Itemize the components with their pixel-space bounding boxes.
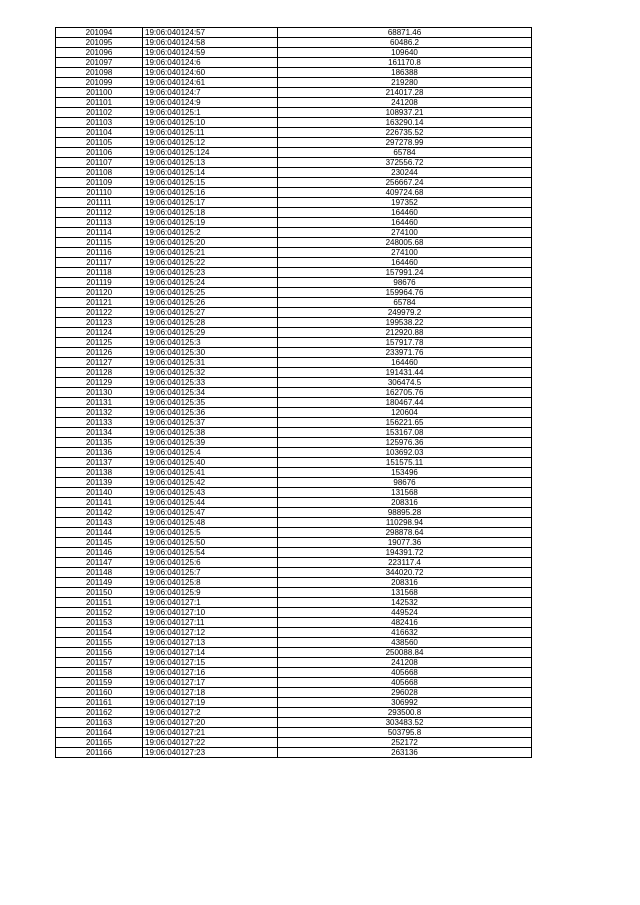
table-row: [56, 258, 532, 268]
row-id-cell: 201133: [56, 418, 143, 428]
row-id-cell: 201163: [56, 718, 143, 728]
row-id-cell: 201141: [56, 498, 143, 508]
row-id-cell: 201137: [56, 458, 143, 468]
table-row: [56, 178, 532, 188]
cadastral-number-cell: 19:06:040127:18: [143, 688, 278, 698]
table-row: [56, 648, 532, 658]
row-id-cell: 201154: [56, 628, 143, 638]
cadastral-number-cell: 19:06:040125:44: [143, 498, 278, 508]
value-cell: 274100: [278, 228, 532, 238]
cadastral-number-cell: 19:06:040125:22: [143, 258, 278, 268]
value-cell: 482416: [278, 618, 532, 628]
value-cell: 223117.4: [278, 558, 532, 568]
value-cell: 19077.36: [278, 538, 532, 548]
table-row: [56, 308, 532, 318]
value-cell: 157991.24: [278, 268, 532, 278]
cadastral-number-cell: 19:06:040125:21: [143, 248, 278, 258]
row-id-cell: 201102: [56, 108, 143, 118]
row-id-cell: 201112: [56, 208, 143, 218]
row-id-cell: 201162: [56, 708, 143, 718]
table-row: [56, 68, 532, 78]
row-id-cell: 201122: [56, 308, 143, 318]
cadastral-number-cell: 19:06:040127:10: [143, 608, 278, 618]
row-id-cell: 201148: [56, 568, 143, 578]
value-cell: 230244: [278, 168, 532, 178]
value-cell: 405668: [278, 678, 532, 688]
value-cell: 252172: [278, 738, 532, 748]
cadastral-number-cell: 19:06:040125:34: [143, 388, 278, 398]
row-id-cell: 201166: [56, 748, 143, 758]
cadastral-number-cell: 19:06:040125:24: [143, 278, 278, 288]
cadastral-number-cell: 19:06:040127:16: [143, 668, 278, 678]
value-cell: 65784: [278, 148, 532, 158]
table-row: [56, 748, 532, 758]
value-cell: 103692.03: [278, 448, 532, 458]
row-id-cell: 201155: [56, 638, 143, 648]
value-cell: 226735.52: [278, 128, 532, 138]
row-id-cell: 201153: [56, 618, 143, 628]
value-cell: 180467.44: [278, 398, 532, 408]
value-cell: 164460: [278, 218, 532, 228]
row-id-cell: 201129: [56, 378, 143, 388]
value-cell: 306992: [278, 698, 532, 708]
cadastral-number-cell: 19:06:040124:61: [143, 78, 278, 88]
table-row: [56, 568, 532, 578]
row-id-cell: 201103: [56, 118, 143, 128]
cadastral-number-cell: 19:06:040125:1: [143, 108, 278, 118]
table-row: [56, 118, 532, 128]
cadastral-number-cell: 19:06:040125:18: [143, 208, 278, 218]
value-cell: 208316: [278, 498, 532, 508]
row-id-cell: 201117: [56, 258, 143, 268]
row-id-cell: 201165: [56, 738, 143, 748]
table-row: [56, 298, 532, 308]
cadastral-number-cell: 19:06:040125:26: [143, 298, 278, 308]
cadastral-number-cell: 19:06:040125:10: [143, 118, 278, 128]
value-cell: 153167.08: [278, 428, 532, 438]
row-id-cell: 201123: [56, 318, 143, 328]
cadastral-number-cell: 19:06:040125:2: [143, 228, 278, 238]
table-row: [56, 578, 532, 588]
cadastral-number-cell: 19:06:040124:60: [143, 68, 278, 78]
value-cell: 161170.8: [278, 58, 532, 68]
value-cell: 164460: [278, 258, 532, 268]
cadastral-number-cell: 19:06:040127:17: [143, 678, 278, 688]
table-row: [56, 378, 532, 388]
value-cell: 372556.72: [278, 158, 532, 168]
row-id-cell: 201120: [56, 288, 143, 298]
value-cell: 159964.76: [278, 288, 532, 298]
row-id-cell: 201105: [56, 138, 143, 148]
value-cell: 151575.11: [278, 458, 532, 468]
table-row: [56, 598, 532, 608]
value-cell: 108937.21: [278, 108, 532, 118]
row-id-cell: 201118: [56, 268, 143, 278]
table-row: [56, 428, 532, 438]
table-row: [56, 28, 532, 38]
row-id-cell: 201134: [56, 428, 143, 438]
table-row: [56, 188, 532, 198]
value-cell: 296028: [278, 688, 532, 698]
table-row: [56, 718, 532, 728]
cadastral-number-cell: 19:06:040125:41: [143, 468, 278, 478]
row-id-cell: 201113: [56, 218, 143, 228]
table-row: [56, 228, 532, 238]
cadastral-number-cell: 19:06:040125:54: [143, 548, 278, 558]
cadastral-number-cell: 19:06:040125:5: [143, 528, 278, 538]
cadastral-number-cell: 19:06:040125:35: [143, 398, 278, 408]
value-cell: 297278.99: [278, 138, 532, 148]
row-id-cell: 201127: [56, 358, 143, 368]
value-cell: 409724.68: [278, 188, 532, 198]
value-cell: 214017.28: [278, 88, 532, 98]
table-row: [56, 48, 532, 58]
row-id-cell: 201115: [56, 238, 143, 248]
cadastral-number-cell: 19:06:040125:31: [143, 358, 278, 368]
cadastral-number-cell: 19:06:040125:33: [143, 378, 278, 388]
row-id-cell: 201146: [56, 548, 143, 558]
row-id-cell: 201099: [56, 78, 143, 88]
row-id-cell: 201098: [56, 68, 143, 78]
table-row: [56, 658, 532, 668]
cadastral-number-cell: 19:06:040127:13: [143, 638, 278, 648]
value-cell: 191431.44: [278, 368, 532, 378]
value-cell: 241208: [278, 98, 532, 108]
table-row: [56, 518, 532, 528]
table-row: [56, 128, 532, 138]
table-row: [56, 348, 532, 358]
value-cell: 274100: [278, 248, 532, 258]
row-id-cell: 201100: [56, 88, 143, 98]
cadastral-number-cell: 19:06:040125:40: [143, 458, 278, 468]
table-row: [56, 708, 532, 718]
table-row: [56, 318, 532, 328]
table-row: [56, 558, 532, 568]
table-row: [56, 478, 532, 488]
row-id-cell: 201149: [56, 578, 143, 588]
value-cell: 194391.72: [278, 548, 532, 558]
row-id-cell: 201125: [56, 338, 143, 348]
value-cell: 131568: [278, 488, 532, 498]
row-id-cell: 201138: [56, 468, 143, 478]
cadastral-number-cell: 19:06:040125:11: [143, 128, 278, 138]
value-cell: 197352: [278, 198, 532, 208]
row-id-cell: 201095: [56, 38, 143, 48]
table-row: [56, 388, 532, 398]
row-id-cell: 201158: [56, 668, 143, 678]
table-row: [56, 628, 532, 638]
value-cell: 110298.94: [278, 518, 532, 528]
table-row: [56, 398, 532, 408]
value-cell: 199538.22: [278, 318, 532, 328]
table-row: [56, 418, 532, 428]
row-id-cell: 201126: [56, 348, 143, 358]
row-id-cell: 201128: [56, 368, 143, 378]
table-row: [56, 208, 532, 218]
value-cell: 68871.46: [278, 28, 532, 38]
table-row: [56, 528, 532, 538]
row-id-cell: 201114: [56, 228, 143, 238]
cadastral-number-cell: 19:06:040125:6: [143, 558, 278, 568]
row-id-cell: 201160: [56, 688, 143, 698]
cadastral-number-cell: 19:06:040127:23: [143, 748, 278, 758]
cadastral-number-cell: 19:06:040124:57: [143, 28, 278, 38]
table-row: [56, 368, 532, 378]
cadastral-number-cell: 19:06:040127:11: [143, 618, 278, 628]
row-id-cell: 201096: [56, 48, 143, 58]
cadastral-number-cell: 19:06:040127:14: [143, 648, 278, 658]
cadastral-number-cell: 19:06:040125:20: [143, 238, 278, 248]
value-cell: 293500.8: [278, 708, 532, 718]
value-cell: 256667.24: [278, 178, 532, 188]
value-cell: 212920.88: [278, 328, 532, 338]
cadastral-number-cell: 19:06:040125:37: [143, 418, 278, 428]
value-cell: 438560: [278, 638, 532, 648]
cadastral-number-cell: 19:06:040124:58: [143, 38, 278, 48]
table-row: [56, 158, 532, 168]
value-cell: 60486.2: [278, 38, 532, 48]
value-cell: 109640: [278, 48, 532, 58]
table-row: [56, 98, 532, 108]
row-id-cell: 201145: [56, 538, 143, 548]
cadastral-number-cell: 19:06:040127:22: [143, 738, 278, 748]
cadastral-number-cell: 19:06:040125:4: [143, 448, 278, 458]
table-row: [56, 668, 532, 678]
value-cell: 248005.68: [278, 238, 532, 248]
row-id-cell: 201144: [56, 528, 143, 538]
row-id-cell: 201097: [56, 58, 143, 68]
table-row: [56, 148, 532, 158]
table-row: [56, 548, 532, 558]
value-cell: 164460: [278, 358, 532, 368]
value-cell: 263136: [278, 748, 532, 758]
table-row: [56, 588, 532, 598]
row-id-cell: 201132: [56, 408, 143, 418]
row-id-cell: 201108: [56, 168, 143, 178]
cadastral-number-cell: 19:06:040124:7: [143, 88, 278, 98]
cadastral-number-cell: 19:06:040127:21: [143, 728, 278, 738]
row-id-cell: 201139: [56, 478, 143, 488]
table-row: [56, 438, 532, 448]
value-cell: 208316: [278, 578, 532, 588]
table-row: [56, 538, 532, 548]
cadastral-number-cell: 19:06:040125:43: [143, 488, 278, 498]
row-id-cell: 201111: [56, 198, 143, 208]
cadastral-number-cell: 19:06:040127:12: [143, 628, 278, 638]
cadastral-number-cell: 19:06:040125:50: [143, 538, 278, 548]
table-row: [56, 138, 532, 148]
table-row: [56, 278, 532, 288]
cadastral-number-cell: 19:06:040125:8: [143, 578, 278, 588]
cadastral-number-cell: 19:06:040127:19: [143, 698, 278, 708]
cadastral-number-cell: 19:06:040125:38: [143, 428, 278, 438]
cadastral-number-cell: 19:06:040124:59: [143, 48, 278, 58]
cadastral-number-cell: 19:06:040127:2: [143, 708, 278, 718]
value-cell: 233971.76: [278, 348, 532, 358]
value-cell: 156221.65: [278, 418, 532, 428]
value-cell: 241208: [278, 658, 532, 668]
value-cell: 303483.52: [278, 718, 532, 728]
table-row: [56, 488, 532, 498]
cadastral-number-cell: 19:06:040125:124: [143, 148, 278, 158]
table-row: [56, 728, 532, 738]
row-id-cell: 201110: [56, 188, 143, 198]
table-row: [56, 88, 532, 98]
table-row: [56, 698, 532, 708]
row-id-cell: 201104: [56, 128, 143, 138]
row-id-cell: 201131: [56, 398, 143, 408]
table-row: [56, 268, 532, 278]
table-row: [56, 168, 532, 178]
cadastral-number-cell: 19:06:040125:30: [143, 348, 278, 358]
value-cell: 98676: [278, 278, 532, 288]
value-cell: 157917.78: [278, 338, 532, 348]
value-cell: 162705.76: [278, 388, 532, 398]
row-id-cell: 201142: [56, 508, 143, 518]
table-row: [56, 468, 532, 478]
value-cell: 98895.28: [278, 508, 532, 518]
cadastral-number-cell: 19:06:040127:20: [143, 718, 278, 728]
value-cell: 219280: [278, 78, 532, 88]
row-id-cell: 201136: [56, 448, 143, 458]
row-id-cell: 201135: [56, 438, 143, 448]
cadastral-number-cell: 19:06:040125:25: [143, 288, 278, 298]
table-row: [56, 618, 532, 628]
cadastral-number-cell: 19:06:040125:9: [143, 588, 278, 598]
cadastral-number-cell: 19:06:040127:1: [143, 598, 278, 608]
cadastral-number-cell: 19:06:040125:13: [143, 158, 278, 168]
cadastral-number-cell: 19:06:040125:39: [143, 438, 278, 448]
data-table: [55, 27, 532, 758]
table-row: [56, 338, 532, 348]
row-id-cell: 201094: [56, 28, 143, 38]
value-cell: 250088.84: [278, 648, 532, 658]
table-row: [56, 678, 532, 688]
value-cell: 153496: [278, 468, 532, 478]
value-cell: 120604: [278, 408, 532, 418]
table-row: [56, 78, 532, 88]
cadastral-number-cell: 19:06:040125:36: [143, 408, 278, 418]
table-row: [56, 328, 532, 338]
cadastral-number-cell: 19:06:040125:32: [143, 368, 278, 378]
table-row: [56, 458, 532, 468]
cadastral-number-cell: 19:06:040125:48: [143, 518, 278, 528]
value-cell: 98676: [278, 478, 532, 488]
row-id-cell: 201140: [56, 488, 143, 498]
table-row: [56, 358, 532, 368]
value-cell: 306474.5: [278, 378, 532, 388]
table-row: [56, 108, 532, 118]
value-cell: 344020.72: [278, 568, 532, 578]
row-id-cell: 201143: [56, 518, 143, 528]
cadastral-number-cell: 19:06:040125:19: [143, 218, 278, 228]
row-id-cell: 201116: [56, 248, 143, 258]
row-id-cell: 201157: [56, 658, 143, 668]
table-row: [56, 38, 532, 48]
row-id-cell: 201164: [56, 728, 143, 738]
cadastral-number-cell: 19:06:040124:9: [143, 98, 278, 108]
row-id-cell: 201121: [56, 298, 143, 308]
row-id-cell: 201161: [56, 698, 143, 708]
cadastral-number-cell: 19:06:040125:28: [143, 318, 278, 328]
cadastral-number-cell: 19:06:040125:14: [143, 168, 278, 178]
table-row: [56, 688, 532, 698]
row-id-cell: 201150: [56, 588, 143, 598]
value-cell: 142532: [278, 598, 532, 608]
table-row: [56, 448, 532, 458]
row-id-cell: 201119: [56, 278, 143, 288]
value-cell: 405668: [278, 668, 532, 678]
value-cell: 164460: [278, 208, 532, 218]
cadastral-number-cell: 19:06:040125:47: [143, 508, 278, 518]
value-cell: 125976.36: [278, 438, 532, 448]
table-row: [56, 508, 532, 518]
cadastral-number-cell: 19:06:040125:3: [143, 338, 278, 348]
row-id-cell: 201109: [56, 178, 143, 188]
cadastral-number-cell: 19:06:040125:23: [143, 268, 278, 278]
cadastral-number-cell: 19:06:040125:42: [143, 478, 278, 488]
table-row: [56, 608, 532, 618]
cadastral-number-cell: 19:06:040125:29: [143, 328, 278, 338]
row-id-cell: 201151: [56, 598, 143, 608]
table-row: [56, 498, 532, 508]
table-row: [56, 288, 532, 298]
table-row: [56, 408, 532, 418]
value-cell: 298878.64: [278, 528, 532, 538]
value-cell: 503795.8: [278, 728, 532, 738]
cadastral-number-cell: 19:06:040125:27: [143, 308, 278, 318]
value-cell: 249979.2: [278, 308, 532, 318]
table-row: [56, 58, 532, 68]
row-id-cell: 201147: [56, 558, 143, 568]
cadastral-number-cell: 19:06:040127:15: [143, 658, 278, 668]
table-row: [56, 238, 532, 248]
row-id-cell: 201156: [56, 648, 143, 658]
row-id-cell: 201159: [56, 678, 143, 688]
table-row: [56, 738, 532, 748]
table-row: [56, 638, 532, 648]
table-row: [56, 248, 532, 258]
row-id-cell: 201130: [56, 388, 143, 398]
row-id-cell: 201152: [56, 608, 143, 618]
value-cell: 163290.14: [278, 118, 532, 128]
row-id-cell: 201106: [56, 148, 143, 158]
cadastral-number-cell: 19:06:040125:12: [143, 138, 278, 148]
cadastral-number-cell: 19:06:040125:15: [143, 178, 278, 188]
cadastral-number-cell: 19:06:040125:7: [143, 568, 278, 578]
table-row: [56, 198, 532, 208]
cadastral-number-cell: 19:06:040125:17: [143, 198, 278, 208]
value-cell: 449524: [278, 608, 532, 618]
value-cell: 186388: [278, 68, 532, 78]
value-cell: 131568: [278, 588, 532, 598]
table-body: [56, 28, 532, 758]
row-id-cell: 201124: [56, 328, 143, 338]
row-id-cell: 201101: [56, 98, 143, 108]
value-cell: 65784: [278, 298, 532, 308]
value-cell: 416632: [278, 628, 532, 638]
cadastral-number-cell: 19:06:040125:16: [143, 188, 278, 198]
table-row: [56, 218, 532, 228]
cadastral-number-cell: 19:06:040124:6: [143, 58, 278, 68]
row-id-cell: 201107: [56, 158, 143, 168]
